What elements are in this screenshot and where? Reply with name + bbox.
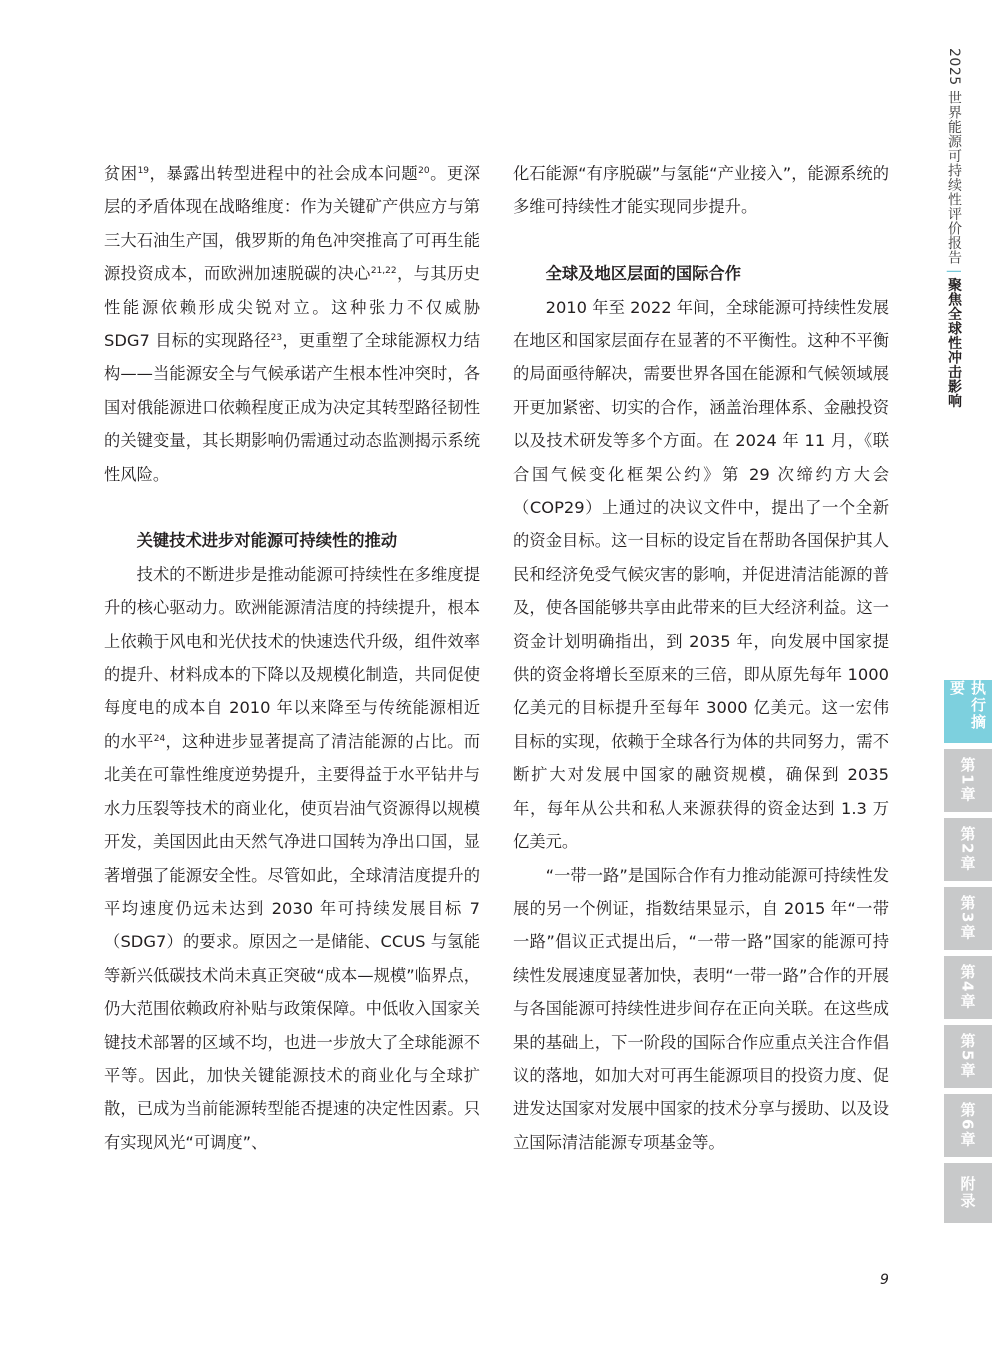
tab-chapter-5[interactable]: 第5章: [944, 1025, 992, 1088]
footnote-ref[interactable]: 24: [153, 733, 166, 744]
section-heading-cooperation: 全球及地区层面的国际合作: [545, 264, 741, 284]
tab-chapter-6[interactable]: 第6章: [944, 1094, 992, 1157]
left-column: [104, 157, 480, 1159]
left-paragraph-1: 贫困$^{19}$，暴露出转型进程中的社会成本问题$^{20}$。更深层的矛盾体现在战略维度：作为关键矿产供应方与第三大石油生产国，俄罗斯的角色冲突推高了可再生能源投资成本，而欧洲加速脱碳的决心$^{21,22}$，与其历史性能源依赖形成尖锐对立。这种张力不仅威胁 SDG7 目标的实现路径$^{23}$，更重塑了全球能源权力结构——当能源安全与气候承诺产生根本性冲突时，各国对俄能源进口依赖程度正成为决定其转型路径韧性的关键变量，其长期影响仍需通过动态监测揭示系统性风险。: [104, 164, 480, 484]
right-paragraph-2: 2010 年至 2022 年间，全球能源可持续性发展在地区和国家层面存在显著的不平衡性。这种不平衡的局面亟待解决，需要世界各国在能源和气候领域展开更加紧密、切实的合作，涵盖治理体系、金融投资以及技术研发等多个方面。在 2024 年 11 月，《联合国气候变化框架公约》第 29 次缔约方大会（COP29）上通过的决议文件中，提出了一个全新的资金目标。这一目标的设定旨在帮助各国保护其人民和经济免受气候灾害的影响，并促进清洁能源的普及，使各国能够共享由此带来的巨大经济利益。这一资金计划明确指出，到 2035 年，向发展中国家提供的资金将增长至原来的三倍，即从原先每年 1000 亿美元的目标提升至每年 3000 亿美元。这一宏伟目标的实现，依赖于全球各行为体的共同努力，需不断扩大对发展中国家的融资规模，确保到 2035 年，每年从公共和私人来源获得的资金达到 1.3 万亿美元。: [513, 297, 889, 852]
left-paragraph-2: 技术的不断进步是推动能源可持续性在多维度提升的核心驱动力。欧洲能源清洁度的持续提升，根本上依赖于风电和光伏技术的快速迭代升级，组件效率的提升、材料成本的下降以及规模化制造，共同促使每度电的成本自 2010 年以来降至与传统能源相近的水平$^{24}$，这种进步显著提高了清洁能源的占比。而北美在可靠性维度逆势提升，主要得益于水平钻井与水力压裂等技术的商业化，使页岩油气资源得以规模开发，美国因此由天然气净进口国转为净出口国，显著增强了能源安全性。尽管如此，全球清洁度提升的平均速度仍远未达到 2030 年可持续发展目标 7（SDG7）的要求。原因之一是储能、CCUS 与氢能等新兴低碳技术尚未真正突破“成本—规模”临界点，仍大范围依赖政府补贴与政策保障。中低收入国家关键技术部署的区域不均，也进一步放大了全球能源不平等。因此，加快关键能源技术的商业化与全球扩散，已成为当前能源转型能否提速的决定性因素。只有实现风光“可调度”、: [104, 564, 480, 1152]
spacer: [513, 224, 889, 257]
footnote-ref[interactable]: 21,22: [370, 266, 397, 277]
tab-appendix[interactable]: 附录: [944, 1163, 992, 1223]
tab-chapter-2[interactable]: 第2章: [944, 818, 992, 881]
section-focus: 聚焦全球性冲击影响: [946, 277, 962, 409]
right-column: [513, 157, 889, 1159]
tab-chapter-1[interactable]: 第1章: [944, 749, 992, 812]
running-header: [944, 48, 964, 408]
spacer: [104, 491, 480, 524]
chapter-tabs: [944, 680, 992, 1229]
section-heading-tech: 关键技术进步对能源可持续性的推动: [136, 531, 398, 551]
tab-executive-summary[interactable]: 执行摘要: [944, 680, 992, 743]
header-separator: |: [946, 268, 962, 274]
tab-chapter-3[interactable]: 第3章: [944, 887, 992, 950]
tab-chapter-4[interactable]: 第4章: [944, 956, 992, 1019]
report-title: 2025 世界能源可持续性评价报告: [946, 48, 962, 265]
page-number: 9: [880, 1272, 889, 1288]
footnote-ref[interactable]: 23: [270, 333, 283, 344]
footnote-ref[interactable]: 20: [418, 166, 430, 176]
footnote-ref[interactable]: 19: [137, 166, 150, 176]
right-paragraph-3: “一带一路”是国际合作有力推动能源可持续性发展的另一个例证，指数结果显示，自 2015 年“一带一路”倡议正式提出后，“一带一路”国家的能源可持续性发展速度显著加快，表明“一带一路”合作的开展与各国能源可持续性进步间存在正向关联。在这些成果的基础上，下一阶段的国际合作应重点关注合作倡议的落地，如加大对可再生能源项目的投资力度、促进发达国家对发展中国家的技术分享与援助、以及设立国际清洁能源专项基金等。: [513, 865, 889, 1152]
right-paragraph-1: 化石能源“有序脱碳”与氢能“产业接入”，能源系统的多维可持续性才能实现同步提升。: [513, 164, 889, 217]
